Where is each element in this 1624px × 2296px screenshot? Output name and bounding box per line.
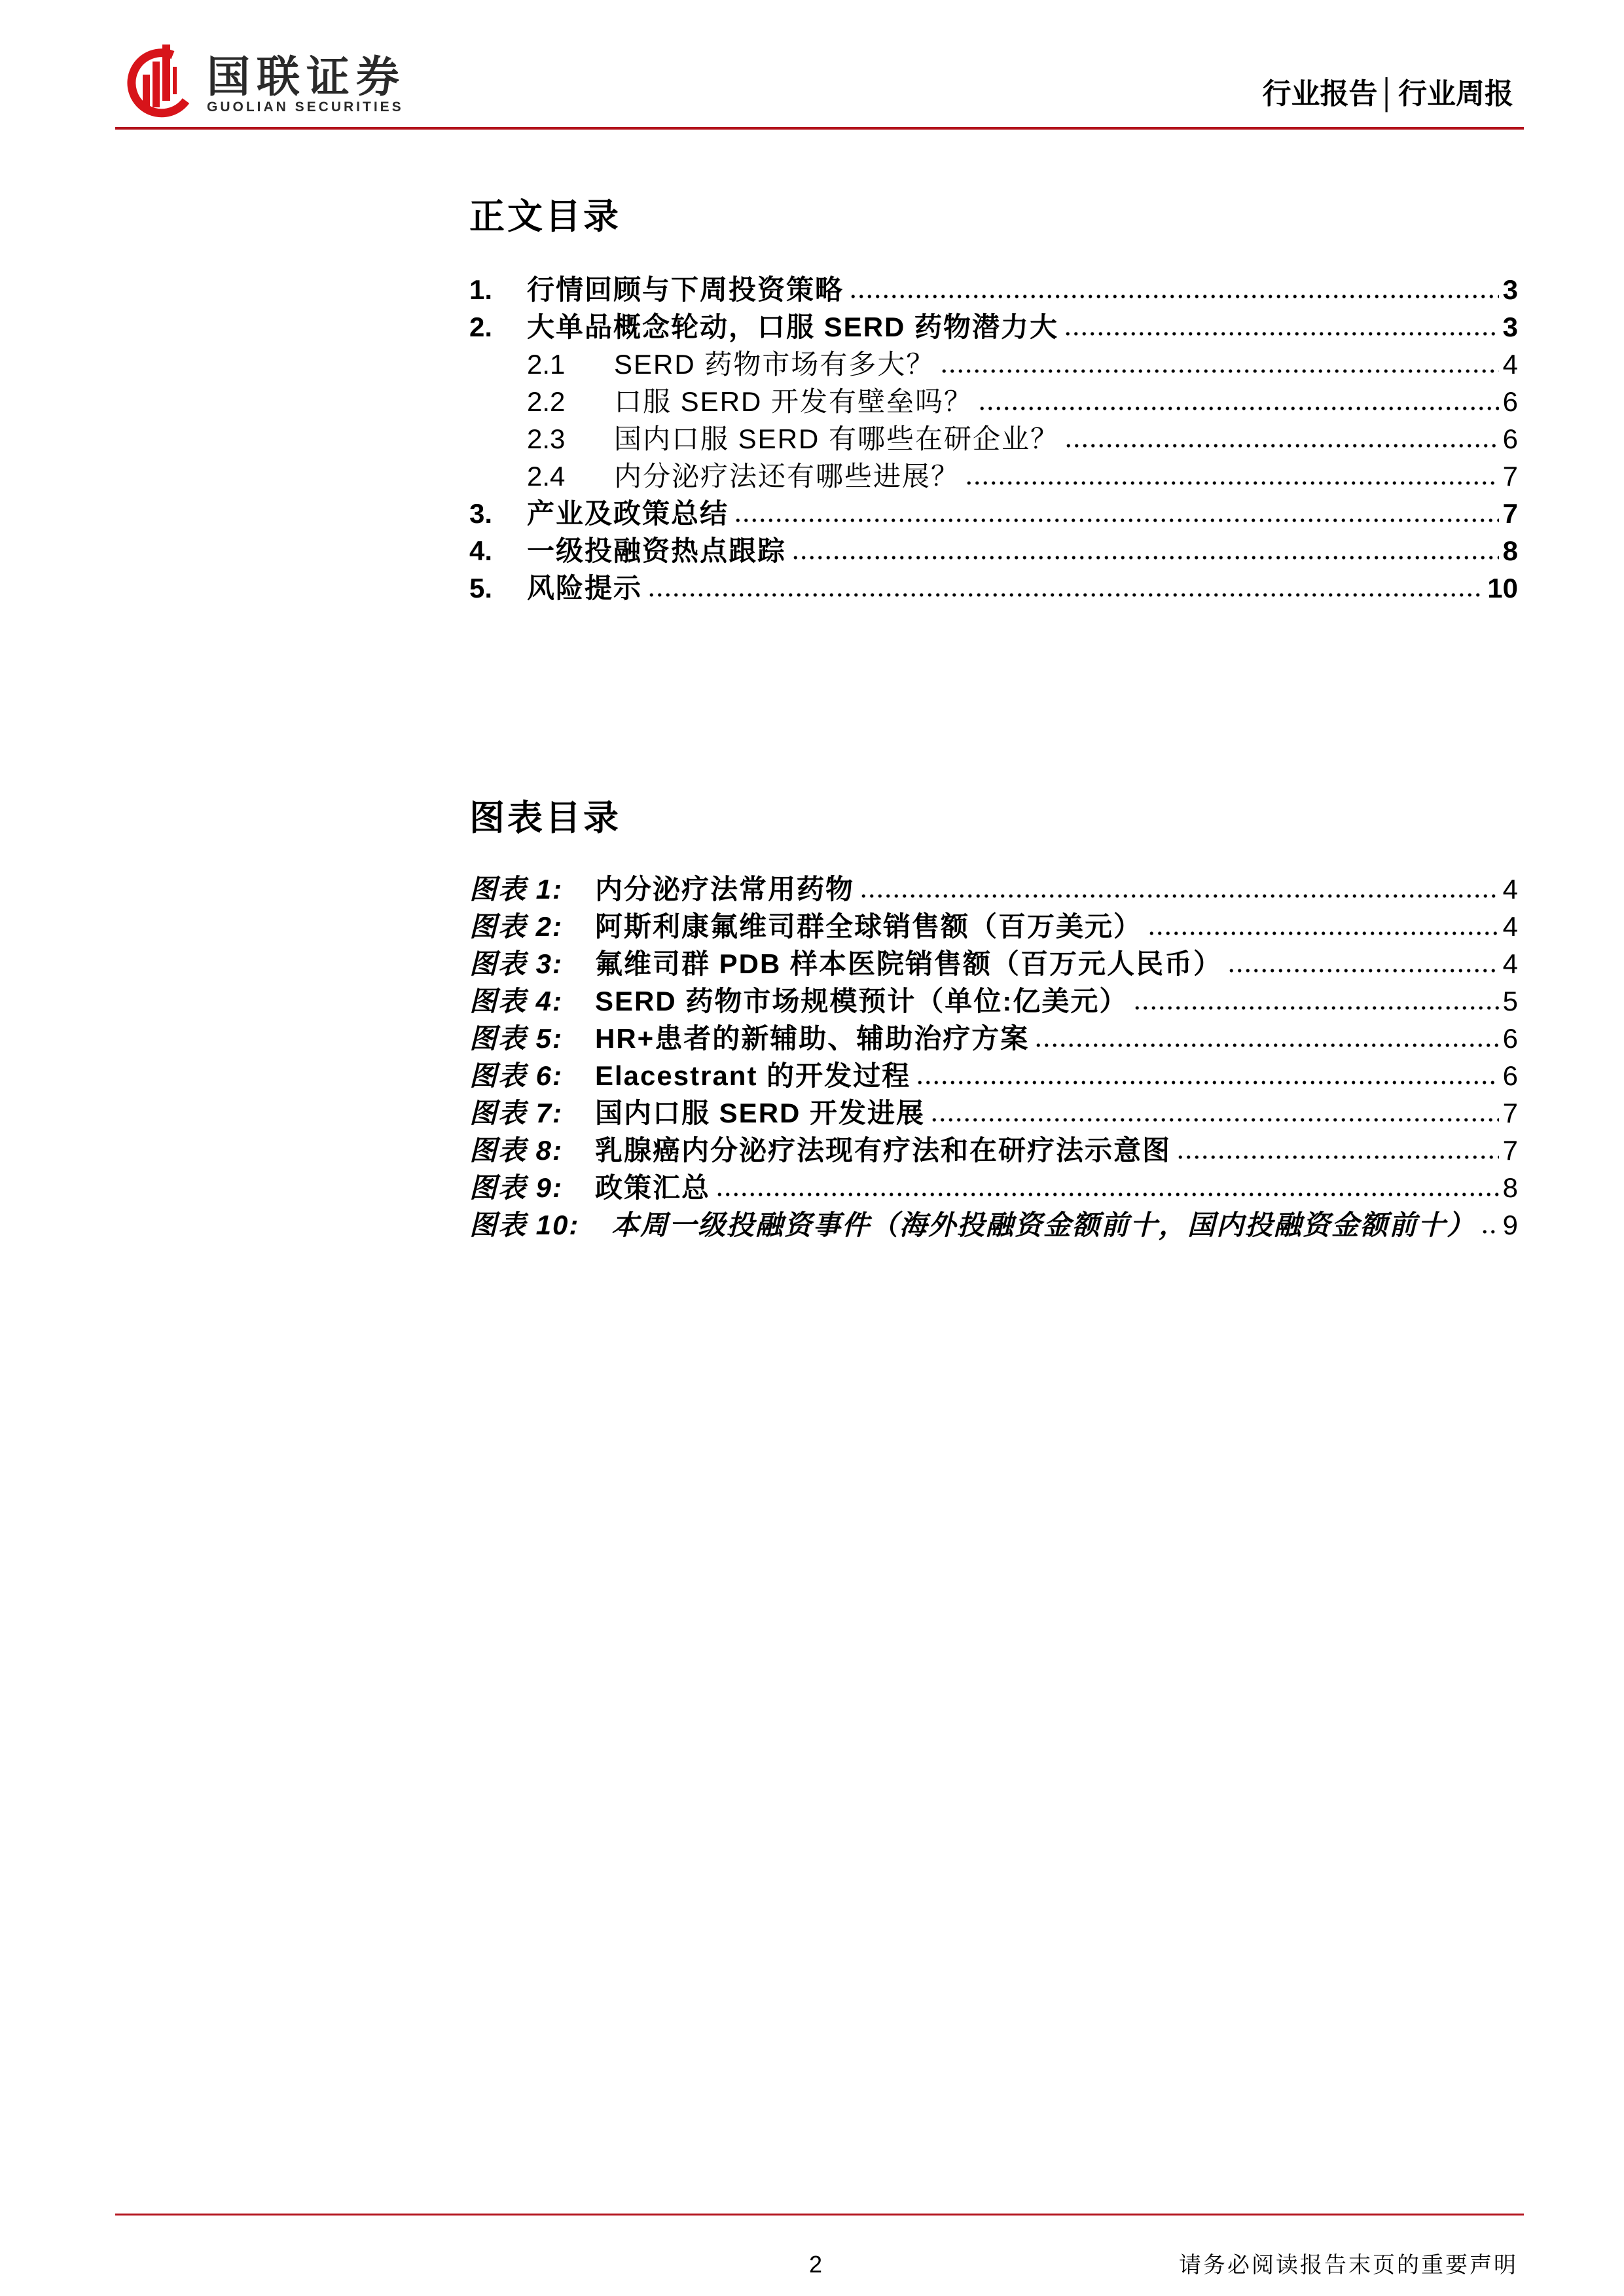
toc-subentry[interactable]	[469, 457, 1518, 495]
figure-entry-label: 图表 9:	[469, 1172, 564, 1203]
toc-entry-page: 8	[1502, 535, 1518, 566]
dot-leader	[1132, 982, 1498, 1020]
figure-entry[interactable]	[469, 870, 1518, 908]
toc-entry[interactable]	[469, 495, 1518, 532]
toc-entry-title: 风险提示	[527, 573, 643, 603]
toc-entry-title: 大单品概念轮动，口服 SERD 药物潜力大	[527, 312, 1059, 342]
figure-entry-label: 图表 3:	[469, 948, 564, 979]
contents-list	[469, 271, 1518, 607]
figure-entry-title: SERD 药物市场规模预计（单位:亿美元）	[595, 986, 1128, 1016]
figure-entry-page: 5	[1502, 986, 1518, 1016]
dot-leader	[977, 383, 1499, 420]
figure-entry[interactable]	[469, 1206, 1518, 1244]
toc-entry-title: 一级投融资热点跟踪	[527, 535, 787, 566]
figure-entry-label: 图表 6:	[469, 1060, 564, 1091]
figure-entry-title: 氟维司群 PDB 样本医院销售额（百万元人民币）	[595, 948, 1223, 979]
dot-leader	[939, 346, 1498, 383]
figure-entry[interactable]	[469, 1094, 1518, 1132]
figure-entry-page: 9	[1502, 1210, 1518, 1240]
figure-entry-page: 7	[1502, 1098, 1518, 1128]
toc-entry-page: 3	[1502, 312, 1518, 342]
dot-leader	[1062, 308, 1499, 346]
toc-entry[interactable]	[469, 271, 1518, 308]
toc-entry-number: 2.1	[527, 349, 566, 380]
toc-entry-number: 2.3	[527, 423, 566, 454]
dot-leader	[848, 271, 1499, 308]
toc-entry-title: 行情回顾与下周投资策略	[527, 274, 844, 305]
figure-entry-label: 图表 7:	[469, 1098, 564, 1128]
toc-entry-title: 国内口服 SERD 有哪些在研企业？	[614, 423, 1060, 454]
toc-subentry[interactable]	[469, 383, 1518, 420]
contents-title: 正文目录	[469, 195, 621, 237]
toc-entry[interactable]	[469, 308, 1518, 346]
dot-leader	[1226, 945, 1499, 982]
report-series: 行业周报	[1398, 78, 1513, 110]
dot-leader	[1175, 1132, 1499, 1169]
toc-entry-page: 6	[1502, 386, 1518, 417]
figure-entry-page: 4	[1502, 874, 1518, 905]
figure-entry[interactable]	[469, 1132, 1518, 1169]
toc-subentry[interactable]	[469, 346, 1518, 383]
figure-entry-page: 4	[1502, 911, 1518, 942]
toc-entry-number: 4.	[469, 535, 493, 566]
toc-entry-page: 4	[1502, 349, 1518, 380]
toc-entry-page: 6	[1502, 423, 1518, 454]
toc-entry-title: SERD 药物市场有多大？	[614, 349, 935, 380]
logo-name-cn: 国联证券	[207, 52, 406, 101]
figure-entry-title: Elacestrant 的开发过程	[595, 1060, 911, 1091]
report-tag	[1263, 80, 1514, 109]
figure-entry[interactable]	[469, 1057, 1518, 1094]
toc-entry-page: 7	[1502, 498, 1518, 529]
figure-entry-label: 图表 1:	[469, 874, 564, 905]
dot-leader	[929, 1094, 1499, 1132]
dot-leader	[714, 1169, 1499, 1206]
guolian-logo-icon	[118, 41, 194, 118]
figure-entry-label: 图表 2:	[469, 911, 564, 942]
figure-entry-label: 图表 10:	[469, 1210, 580, 1240]
figure-entry[interactable]	[469, 945, 1518, 982]
report-category: 行业报告	[1262, 78, 1378, 110]
footer-disclaimer: 请务必阅读报告末页的重要声明	[1179, 2253, 1518, 2278]
toc-entry-number: 2.	[469, 312, 493, 342]
dot-leader	[1479, 1206, 1499, 1244]
header-rule	[115, 127, 1524, 130]
toc-entry-number: 2.4	[527, 461, 566, 492]
figure-entry-title: 阿斯利康氟维司群全球销售额（百万美元）	[595, 911, 1143, 942]
figure-entry[interactable]	[469, 1020, 1518, 1057]
figure-entry-label: 图表 4:	[469, 986, 564, 1016]
figure-entry[interactable]	[469, 1169, 1518, 1206]
toc-entry-page: 7	[1502, 461, 1518, 492]
dot-leader	[858, 870, 1499, 908]
toc-subentry[interactable]	[469, 420, 1518, 457]
toc-entry[interactable]	[469, 532, 1518, 569]
figure-entry[interactable]	[469, 908, 1518, 945]
figure-entry-page: 6	[1502, 1023, 1518, 1054]
figure-entry[interactable]	[469, 982, 1518, 1020]
logo-name-en: GUOLIAN SECURITIES	[207, 99, 404, 115]
figures-title: 图表目录	[469, 797, 621, 838]
dot-leader	[790, 532, 1499, 569]
dot-leader	[1033, 1020, 1498, 1057]
figure-entry-page: 8	[1502, 1172, 1518, 1203]
figure-entry-page: 7	[1502, 1135, 1518, 1166]
dot-leader	[964, 457, 1499, 495]
figures-list	[469, 870, 1518, 1244]
toc-entry-number: 3.	[469, 498, 493, 529]
footer-rule	[115, 2214, 1524, 2215]
figure-entry-title: 本周一级投融资事件（海外投融资金额前十，国内投融资金额前十）	[611, 1210, 1476, 1240]
toc-entry-title: 口服 SERD 开发有壁垒吗？	[614, 386, 973, 417]
figure-entry-title: 内分泌疗法常用药物	[595, 874, 855, 905]
toc-entry-title: 内分泌疗法还有哪些进展？	[614, 461, 960, 492]
figure-entry-label: 图表 5:	[469, 1023, 564, 1054]
dot-leader	[732, 495, 1499, 532]
toc-entry-number: 2.2	[527, 386, 566, 417]
figure-entry-page: 4	[1502, 948, 1518, 979]
dot-leader	[1146, 908, 1499, 945]
dot-leader	[646, 569, 1483, 607]
toc-entry-title: 产业及政策总结	[527, 498, 729, 529]
figure-entry-label: 图表 8:	[469, 1135, 564, 1166]
page-number: 2	[809, 2251, 823, 2278]
figure-entry-title: 乳腺癌内分泌疗法现有疗法和在研疗法示意图	[595, 1135, 1172, 1166]
report-tag-separator: │	[1379, 78, 1397, 110]
toc-entry[interactable]	[469, 569, 1518, 607]
toc-entry-page: 3	[1502, 274, 1518, 305]
dot-leader	[1063, 420, 1499, 457]
toc-entry-number: 1.	[469, 274, 493, 305]
toc-entry-page: 10	[1487, 573, 1518, 603]
figure-entry-page: 6	[1502, 1060, 1518, 1091]
dot-leader	[914, 1057, 1499, 1094]
toc-entry-number: 5.	[469, 573, 493, 603]
figure-entry-title: 政策汇总	[595, 1172, 711, 1203]
figure-entry-title: HR+患者的新辅助、辅助治疗方案	[595, 1023, 1030, 1054]
figure-entry-title: 国内口服 SERD 开发进展	[595, 1098, 926, 1128]
